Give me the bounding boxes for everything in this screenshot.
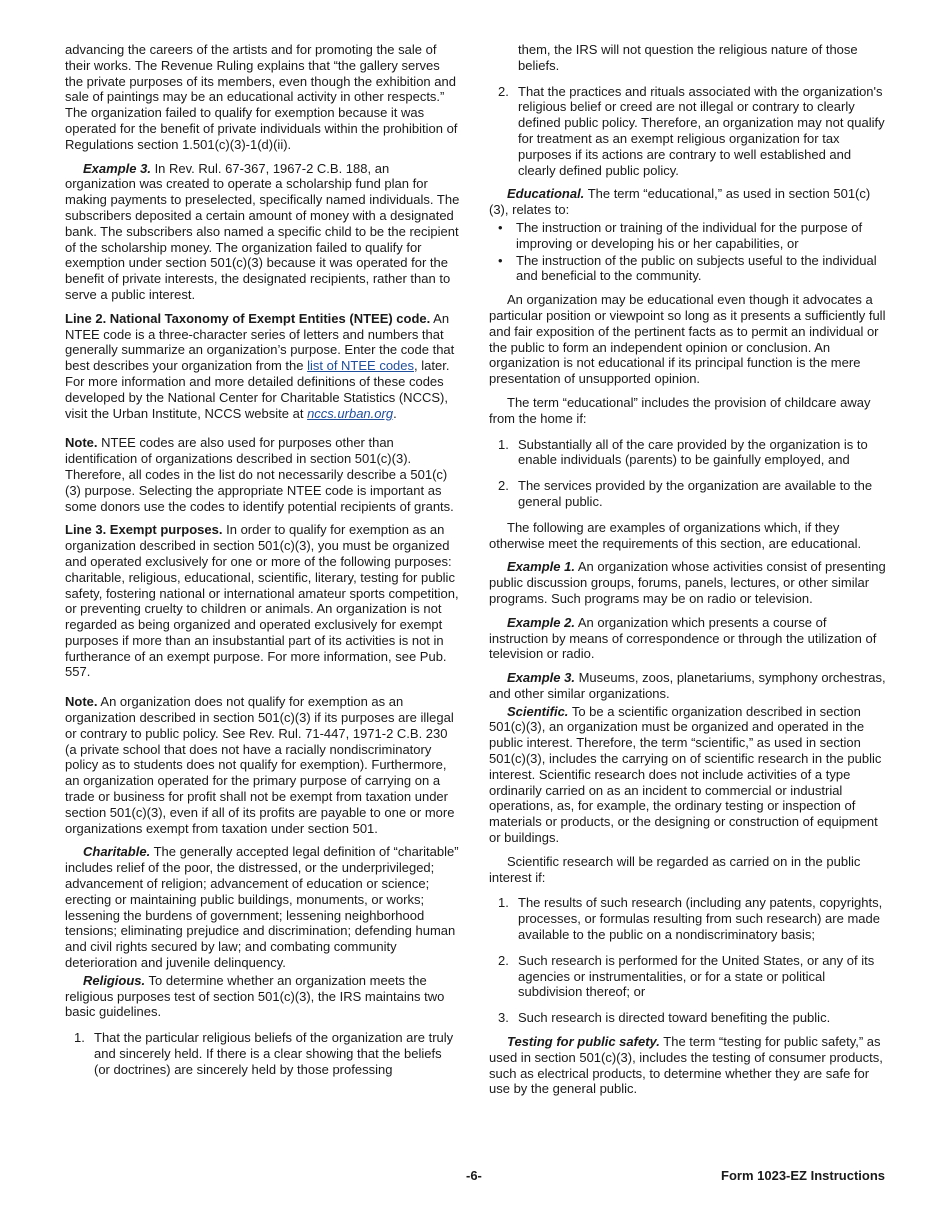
- paragraph: An organization may be educational even though it advocates a particular position or viewpoint so long as it presents a sufficiently full and fair exposition of the pertinent facts as to permit an individual or the public to form an independent opinion or conclusion. An organization is not educational if its principal function is the mere presentation of unsupported opinion.: [489, 292, 886, 387]
- bullet-icon: •: [498, 252, 503, 268]
- list-text: That the particular religious beliefs of the organization are truly and sincerely held. If there is a clear showing that the beliefs (or doctrines) are sincerely held by those professing: [94, 1030, 454, 1077]
- testing-label: Testing for public safety.: [507, 1034, 660, 1050]
- example-text: In Rev. Rul. 67-367, 1967-2 C.B. 188, an organization was created to operate a scholarship fund plan for making payments to preselected, specifically named individuals. The subscribers deposited a certain amount of money with a designated bank. The subscribers also named a specific child to be the recipient of the scholarship money. The organization failed to qualify for exemption under section 501(c)(3) because it was operated for the benefit of private interests, the designated recipients, rather than to serve a public interest.: [65, 160, 460, 302]
- bullet-icon: •: [498, 219, 503, 235]
- nccs-website-link[interactable]: nccs.urban.org: [307, 405, 394, 421]
- left-column: [65, 42, 461, 1086]
- religious-label: Religious.: [83, 972, 146, 988]
- educational-bullets: [489, 220, 887, 284]
- note-text: NTEE codes are also used for purposes other than identification of organizations described in section 501(c)(3). Therefore, all codes in the list do not necessarily describe a 501(c)(3) purpose. Selecting the appropriate NTEE code is important as some donors use the codes to identify potential recipients of grants.: [65, 435, 454, 514]
- list-number: 1.: [74, 1030, 85, 1046]
- line-2-section: [65, 311, 461, 422]
- right-column: [489, 42, 887, 1105]
- scientific-paragraph: [489, 704, 887, 846]
- educational-text: The term “educational,” as used in section 501(c)(3), relates to:: [489, 186, 871, 218]
- list-text: Substantially all of the care provided by the organization is to enable individuals (parents) to be gainfully employed, and: [518, 436, 868, 468]
- line-3-text: In order to qualify for exemption as an organization described in section 501(c)(3), you must be organized and operated exclusively for one or more of the following purposes: charitable, religious, educational, scientific, literary, testing for public safety, fostering national or international amateur sports competition, or preventing cruelty to children or animals. An organization is not regarded as being organized and operated exclusively for exempt purposes if more than an insubstantial part of its activities is not in furtherance of an exempt purpose. For more information, see Pub. 557.: [65, 522, 459, 680]
- line-2-text: An NTEE code is a three-character series of letters and numbers that generally summarize an organization’s purpose. Enter the code that best describes your organization from the: [65, 310, 455, 374]
- example-label: Example 2.: [507, 614, 575, 630]
- paragraph: The term “educational” includes the provision of childcare away from the home if:: [489, 394, 871, 426]
- paragraph: Scientific research will be regarded as carried on in the public interest if:: [489, 853, 861, 885]
- list-number: 2.: [498, 478, 509, 494]
- list-item: [489, 1010, 887, 1026]
- religious-text: To determine whether an organization meets the religious purposes test of section 501(c)(3), the IRS maintains two basic guidelines.: [65, 972, 445, 1020]
- educational-paragraph: [489, 186, 887, 218]
- form-name: Form 1023-EZ Instructions: [721, 1168, 885, 1183]
- religious-guidelines-list: [65, 1030, 461, 1077]
- list-number: 1.: [498, 895, 509, 911]
- list-text: Such research is performed for the United States, or any of its agencies or instrumentalities, or for a state or political subdivision thereof; or: [518, 952, 875, 1000]
- note-label: Note.: [65, 435, 98, 451]
- line-2-text-cont: , later. For more information and more detailed definitions of these codes developed by the National Center for Charitable Statistics (NCCS), visit the Urban Institute, NCCS website at: [65, 358, 450, 421]
- testing-text: The term “testing for public safety,” as used in section 501(c)(3), includes the testing of consumer products, such as electrical products, to determine whether they are safe for use by the general public.: [489, 1034, 883, 1097]
- list-text: Such research is directed toward benefiting the public.: [518, 1010, 831, 1026]
- list-text: The results of such research (including any patents, copyrights, processes, or formulas resulting from such research) are made available to the public on a nondiscriminatory basis;: [518, 895, 883, 943]
- charitable-paragraph: [65, 844, 461, 970]
- bullet-text: The instruction of the public on subjects useful to the individual and beneficial to the community.: [516, 252, 877, 284]
- example-3-paragraph: [489, 670, 887, 702]
- example-text: An organization which presents a course of instruction by means of correspondence or through the utilization of television or radio.: [489, 614, 877, 662]
- list-item-continuation: them, the IRS will not question the religious nature of those beliefs.: [518, 42, 858, 73]
- paragraph: advancing the careers of the artists and for promoting the sale of their works. The Revenue Ruling explains that “the gallery serves the private purposes of its members, even though the exhibition and sale of paintings may be an educational activity in other respects.” The organization failed to qualify for exemption because it was operated for the benefit of private individuals within the prohibition of Regulations section 1.501(c)(3)-1(d)(ii).: [65, 42, 458, 152]
- list-number: 1.: [498, 436, 509, 452]
- list-number: 3.: [498, 1010, 509, 1026]
- scientific-text: To be a scientific organization described in section 501(c)(3), an organization must be organized and operated in the public interest. Therefore, the term “scientific,” as used in section 501(c)(3), includes the carrying on of scientific research in the public interest. Scientific research does not include activities of a type ordinarily carried on as an incident to commercial or industrial operations, as, for example, the ordinary testing or inspection of materials or products, or the designing or construction of equipment or buildings.: [489, 703, 882, 846]
- bullet-text: The instruction or training of the individual for the purpose of improving or developing his or her capabilities, or: [516, 219, 863, 251]
- scientific-label: Scientific.: [507, 703, 569, 719]
- list-text: That the practices and rituals associated with the organization's religious belief or creed are not illegal or contrary to clearly defined public policy. Therefore, an organization may not qualify for treatment as an exempt religious organization for tax purposes if its actions are contrary to well established and clearly defined public policy.: [518, 83, 885, 178]
- religious-guidelines-list-cont: [489, 84, 887, 179]
- example-text: Museums, zoos, planetariums, symphony orchestras, and other similar organizations.: [489, 670, 886, 701]
- ntee-codes-link[interactable]: list of NTEE codes: [307, 358, 415, 374]
- list-item: [489, 437, 887, 469]
- list-item: [489, 84, 887, 179]
- note-1: [65, 435, 461, 514]
- list-item: [489, 478, 887, 510]
- example-label: Example 3.: [507, 670, 575, 686]
- example-text: An organization whose activities consist of presenting public discussion groups, forums, panels, lectures, or other similar programs. Such programs may be on radio or television.: [489, 559, 886, 606]
- example-label: Example 1.: [507, 559, 575, 575]
- note-2: [65, 694, 461, 836]
- note-label: Note.: [65, 694, 98, 710]
- childcare-list: [489, 437, 887, 510]
- example-3-paragraph: [65, 161, 461, 303]
- religious-paragraph: [65, 973, 461, 1020]
- list-item: [65, 1030, 461, 1077]
- example-1-paragraph: [489, 559, 887, 606]
- note-text: An organization does not qualify for exemption as an organization described in section 501(c)(3) if its purposes are illegal or contrary to public policy. See Rev. Rul. 71-447, 1971-2 C.B. 230 (a private school that does not have a racially nondiscriminatory policy as to students does not qualify for exemption). Furthermore, an organization operated for the primary purpose of carrying on a trade or business for profit shall not be exempt from taxation under section 501(c)(3), even if all of its profits are payable to one or more organizations exempt from taxation under section 501.: [65, 694, 455, 836]
- educational-label: Educational.: [507, 186, 585, 202]
- list-number: 2.: [498, 952, 509, 968]
- list-item: [489, 895, 887, 942]
- scientific-list: [489, 895, 887, 1026]
- list-number: 2.: [498, 83, 509, 99]
- charitable-label: Charitable.: [83, 844, 151, 860]
- line-3-heading: Line 3. Exempt purposes.: [65, 522, 223, 538]
- bullet-item: [489, 220, 887, 252]
- testing-paragraph: [489, 1034, 887, 1097]
- charitable-text: The generally accepted legal definition of “charitable” includes relief of the poor, the distressed, or the underprivileged; advancement of religion; advancement of education or science; erecting or maintaining public buildings, monuments, or works; lessening the burdens of government; lessening neighborhood tensions; eliminating prejudice and discrimination; defending human and civil rights secured by law; and combating community deterioration and juvenile delinquency.: [65, 844, 459, 971]
- period: .: [393, 405, 397, 421]
- list-item: [489, 953, 887, 1000]
- list-text: The services provided by the organization are available to the general public.: [518, 478, 873, 509]
- line-2-heading: Line 2. National Taxonomy of Exempt Entities (NTEE) code.: [65, 310, 431, 326]
- example-label: Example 3.: [83, 160, 151, 176]
- example-2-paragraph: [489, 615, 887, 662]
- paragraph: The following are examples of organizations which, if they otherwise meet the requirements of this section, are educational.: [489, 519, 862, 551]
- page-number: -6-: [466, 1168, 482, 1183]
- bullet-item: [489, 253, 887, 285]
- line-3-section: [65, 522, 461, 680]
